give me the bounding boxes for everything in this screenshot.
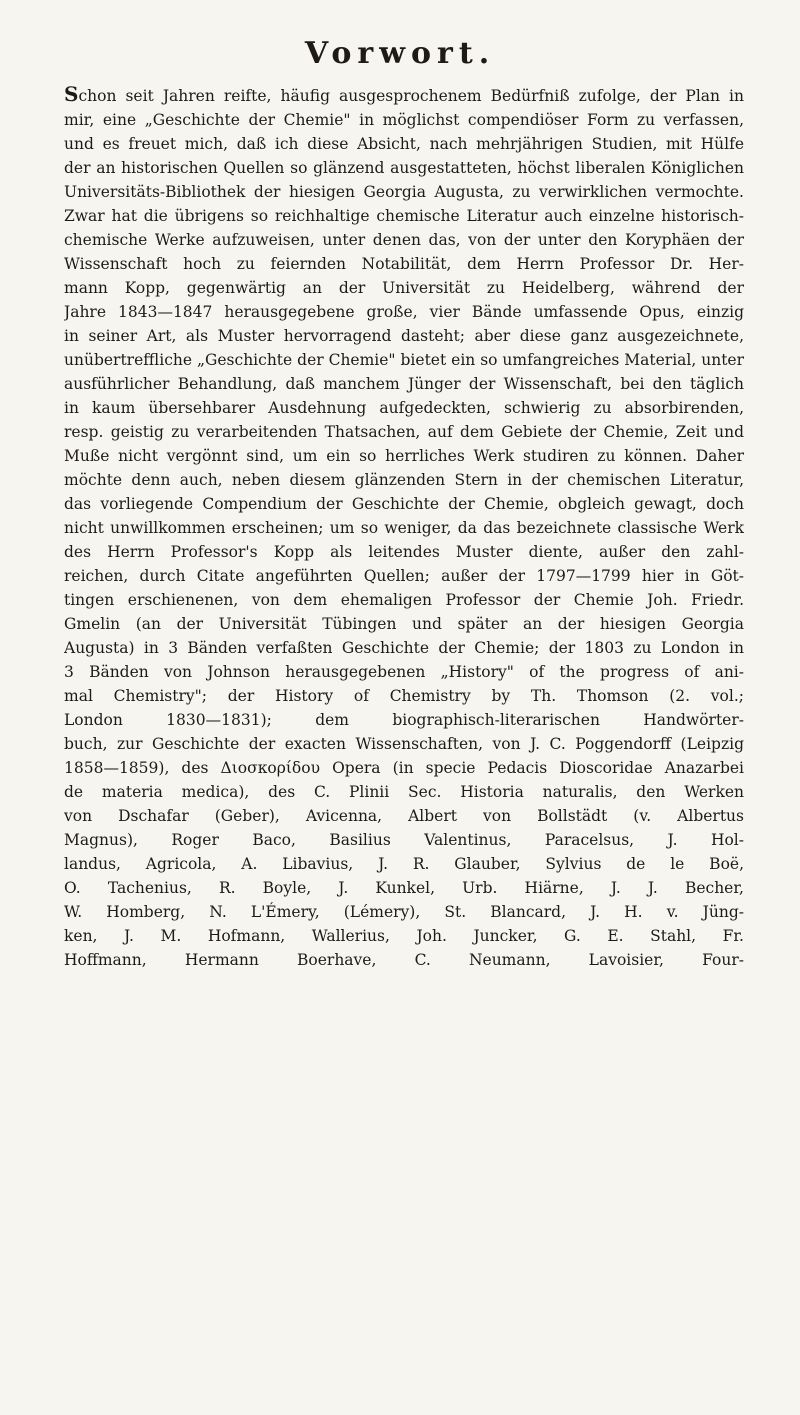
text-line: mann Kopp, gegenwärtig an der Universität zu Heidelberg, während der [64, 279, 744, 297]
text-line: von Dschafar (Geber), Avicenna, Albert von Bollstädt (v. Albertus [64, 807, 744, 825]
text-line: der an historischen Quellen so glänzend ausgestatteten, höchst liberalen Königlichen [64, 159, 744, 177]
text-line: das vorliegende Compendium der Geschichte der Chemie, obgleich gewagt, doch [64, 495, 744, 513]
text-line: resp. geistig zu verarbeitenden Thatsachen, auf dem Gebiete der Chemie, Zeit und [64, 423, 744, 441]
text-line: Schon seit Jahren reifte, häufig ausgesprochenem Bedürfniß zufolge, der Plan in [64, 82, 744, 106]
page-title: Vorwort. [304, 36, 496, 71]
text-line: des Herrn Professor's Kopp als leitendes Muster diente, außer den zahl- [64, 543, 744, 561]
text-line: Augusta) in 3 Bänden verfaßten Geschichte der Chemie; der 1803 zu London in [64, 639, 744, 657]
text-line: nicht unwillkommen erscheinen; um so weniger, da das bezeichnete classische Werk [64, 519, 744, 537]
text-line: O. Tachenius, R. Boyle, J. Kunkel, Urb. Hiärne, J. J. Becher, [64, 879, 744, 897]
text-line: Gmelin (an der Universität Tübingen und später an der hiesigen Georgia [64, 615, 744, 633]
text-line: Jahre 1843—1847 herausgegebene große, vier Bände umfassende Opus, einzig [64, 303, 744, 321]
text-line: chemische Werke aufzuweisen, unter denen das, von der unter den Koryphäen der [64, 231, 744, 249]
text-line: mir, eine „Geschichte der Chemie" in möglichst compendiöser Form zu verfassen, [64, 111, 744, 129]
text-line: Zwar hat die übrigens so reichhaltige chemische Literatur auch einzelne historisch- [64, 207, 744, 225]
text-line: reichen, durch Citate angeführten Quellen; außer der 1797—1799 hier in Göt- [64, 567, 744, 585]
text-line: Universitäts-Bibliothek der hiesigen Georgia Augusta, zu verwirklichen vermochte. [64, 183, 744, 201]
text-line: W. Homberg, N. L'Émery, (Lémery), St. Blancard, J. H. v. Jüng- [64, 903, 744, 921]
text-line: und es freuet mich, daß ich diese Absicht, nach mehrjährigen Studien, mit Hülfe [64, 135, 744, 153]
text-line: Wissenschaft hoch zu feiernden Notabilität, dem Herrn Professor Dr. Her- [64, 255, 744, 273]
text-line: 3 Bänden von Johnson herausgegebenen „History" of the progress of ani- [64, 663, 744, 681]
text-line: ken, J. M. Hofmann, Wallerius, Joh. Juncker, G. E. Stahl, Fr. [64, 927, 744, 945]
text-line: landus, Agricola, A. Libavius, J. R. Glauber, Sylvius de le Boë, [64, 855, 744, 873]
text-line: 1858—1859), des Διοσκορίδου Opera (in specie Pedacis Dioscoridae Anazarbei [64, 759, 744, 777]
text-line: unübertreffliche „Geschichte der Chemie" bietet ein so umfangreiches Material, unter [64, 351, 744, 369]
text-line: Hoffmann, Hermann Boerhave, C. Neumann, Lavoisier, Four- [64, 951, 744, 969]
text-line: in seiner Art, als Muster hervorragend dasteht; aber diese ganz ausgezeichnete, [64, 327, 744, 345]
text-line: de materia medica), des C. Plinii Sec. Historia naturalis, den Werken [64, 783, 744, 801]
text-line: möchte denn auch, neben diesem glänzenden Stern in der chemischen Literatur, [64, 471, 744, 489]
text-line: in kaum übersehbarer Ausdehnung aufgedeckten, schwierig zu absorbirenden, [64, 399, 744, 417]
text-line: ausführlicher Behandlung, daß manchem Jünger der Wissenschaft, bei den täglich [64, 375, 744, 393]
body-text [64, 82, 744, 972]
text-line: tingen erschienenen, von dem ehemaligen Professor der Chemie Joh. Friedr. [64, 591, 744, 609]
text-line: mal Chemistry"; der History of Chemistry by Th. Thomson (2. vol.; [64, 687, 744, 705]
text-line: Muße nicht vergönnt sind, um ein so herrliches Werk studiren zu können. Daher [64, 447, 744, 465]
text-line: buch, zur Geschichte der exacten Wissenschaften, von J. C. Poggendorff (Leipzig [64, 735, 744, 753]
text-line: Magnus), Roger Baco, Basilius Valentinus, Paracelsus, J. Hol- [64, 831, 744, 849]
text-line: London 1830—1831); dem biographisch-literarischen Handwörter- [64, 711, 744, 729]
